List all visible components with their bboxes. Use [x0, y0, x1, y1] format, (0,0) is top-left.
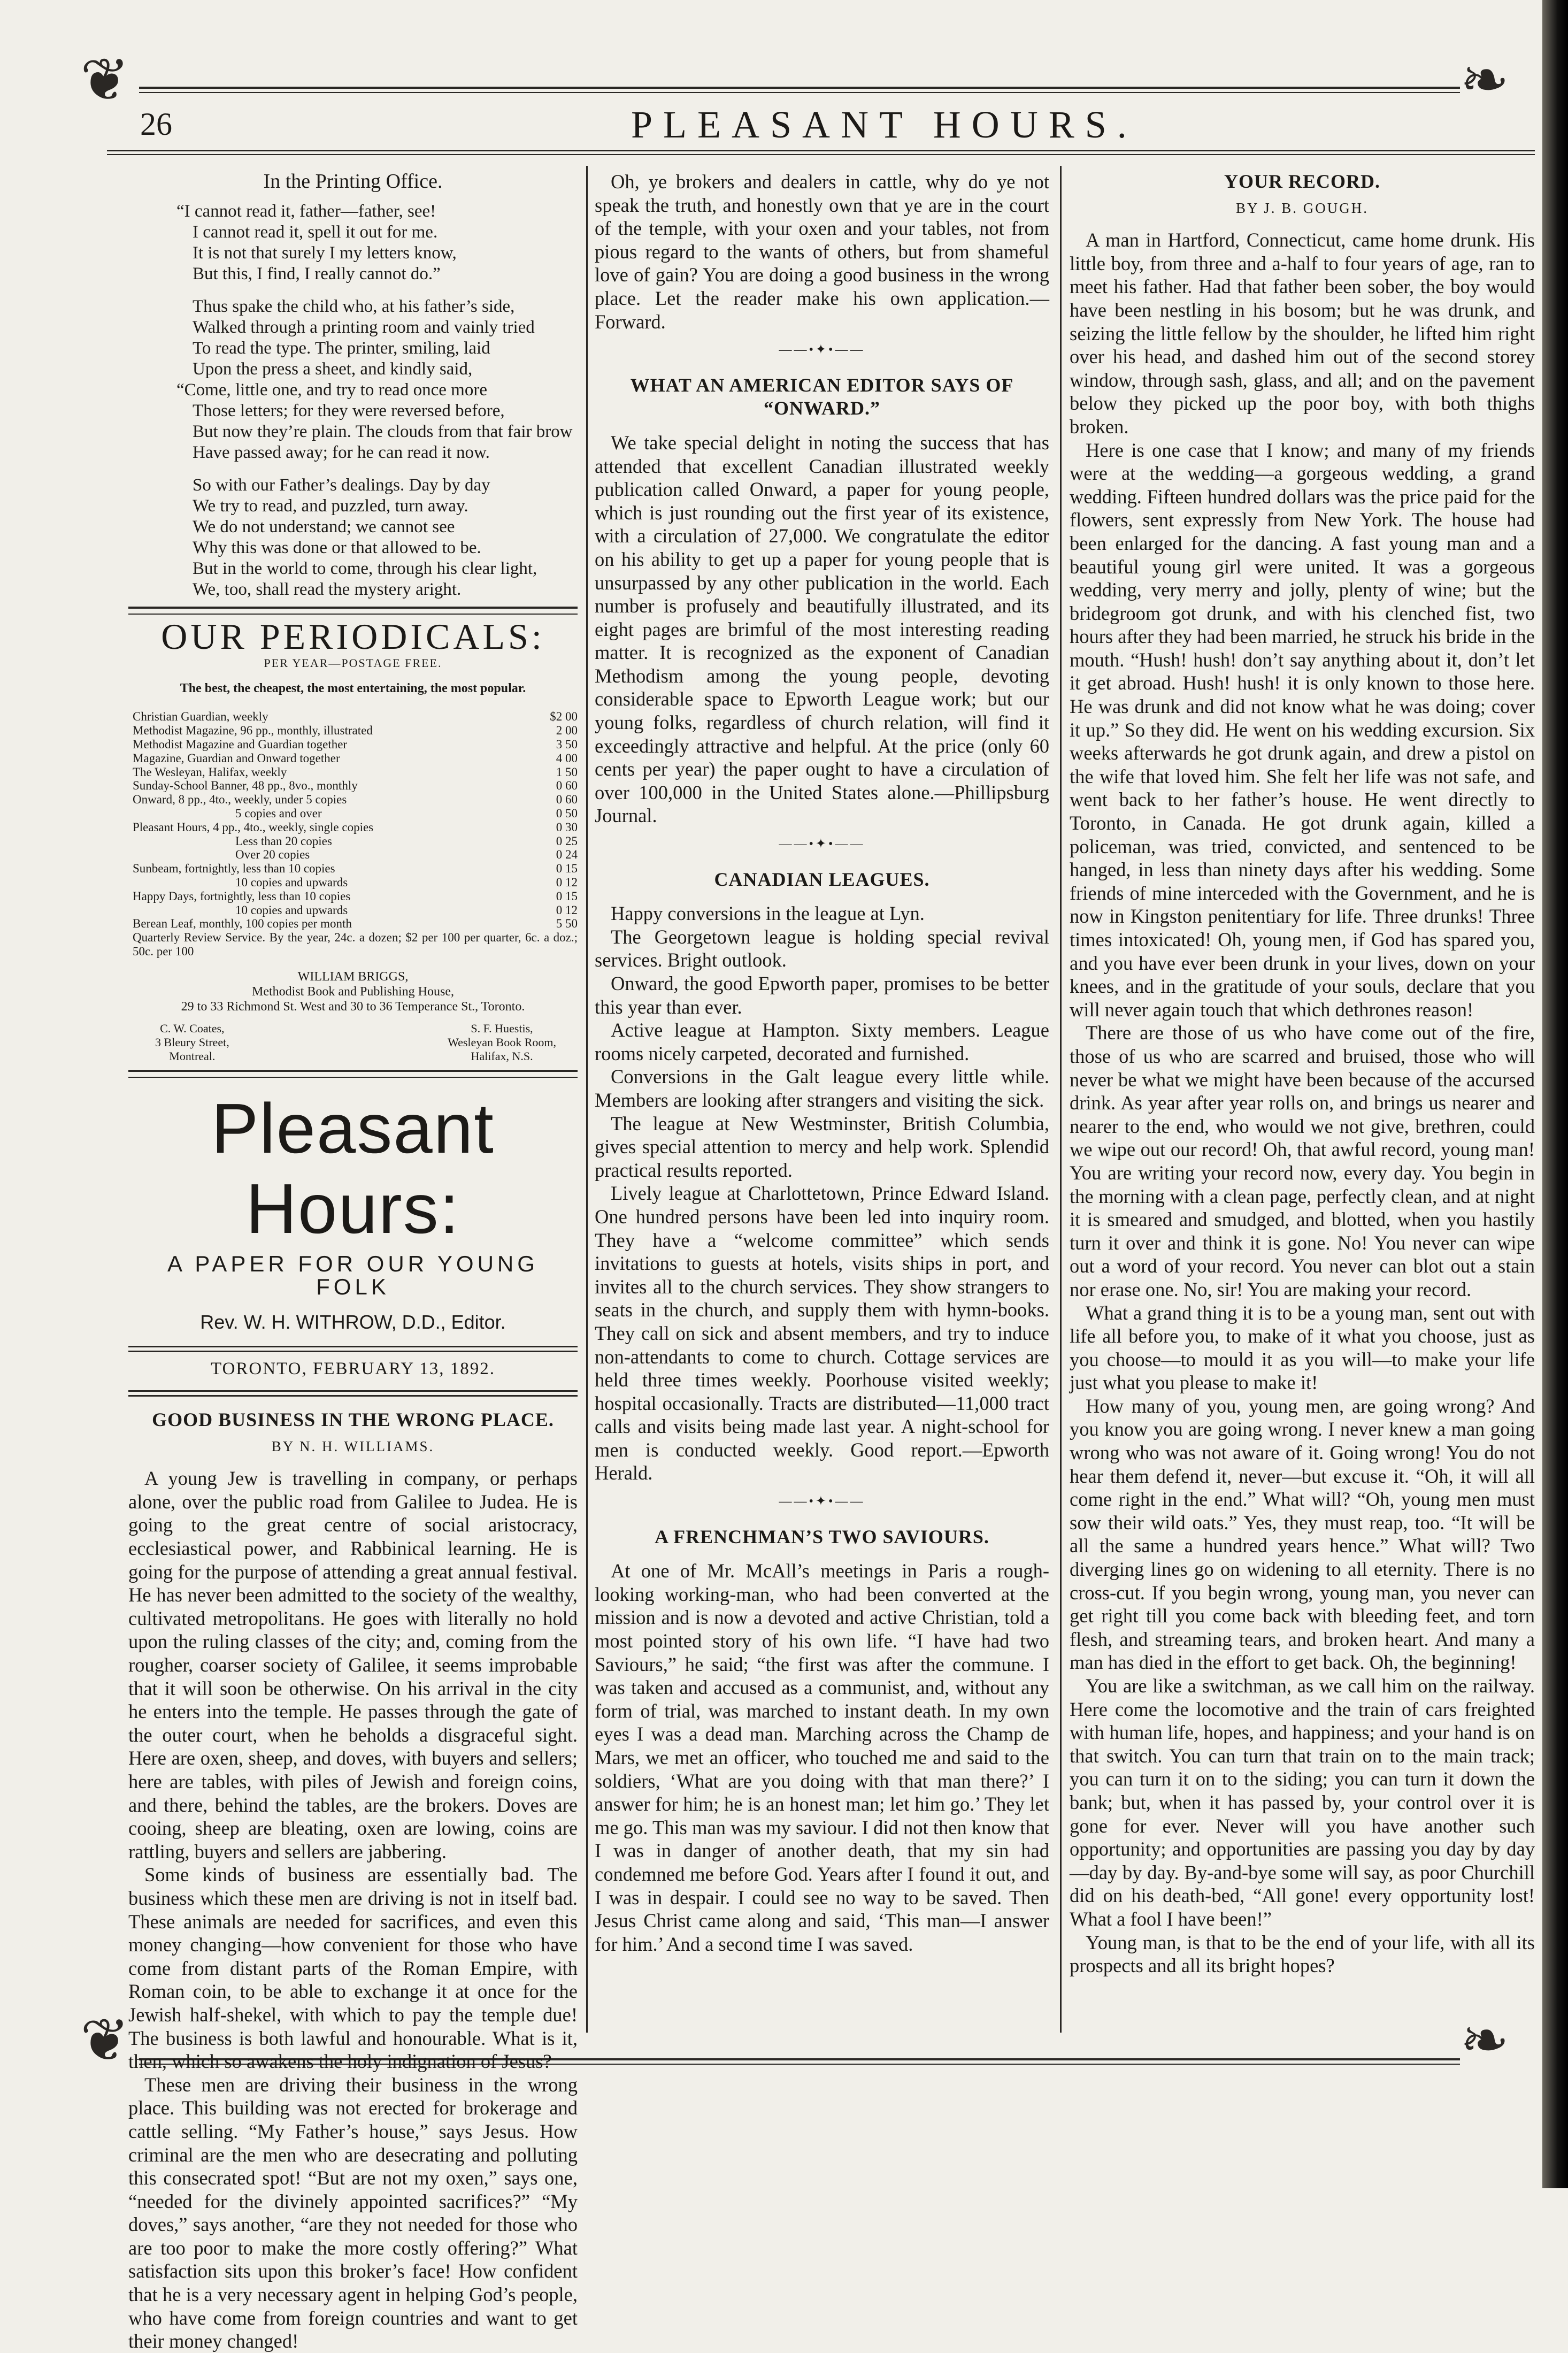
periodical-name: Over 20 copies	[235, 848, 310, 862]
agent-name: C. W. Coates,	[160, 1021, 225, 1035]
periodical-price: 0 50	[556, 806, 578, 820]
periodical-name: Berean Leaf, monthly, 100 copies per month	[133, 917, 352, 931]
price-row	[128, 779, 578, 793]
section-rule	[128, 607, 578, 615]
corner-ornament-bottom-left: ❦	[80, 2008, 130, 2073]
poem-line: But in the world to come, through his clear light,	[193, 558, 537, 578]
separator: ——•✦•——	[779, 343, 865, 357]
article-your-record	[1070, 170, 1535, 1978]
periodical-name: Sunday-School Banner, 48 pp., 8vo., monthly	[133, 779, 358, 793]
poem-line: Walked through a printing room and vainly tried	[193, 317, 535, 337]
poem-line: We do not understand; we cannot see	[193, 517, 455, 536]
price-row	[128, 765, 578, 779]
price-row	[128, 917, 578, 931]
price-row	[128, 848, 578, 862]
separator: ——•✦•——	[779, 1494, 865, 1509]
nameplate	[128, 1089, 578, 1397]
article-paragraph: A young Jew is travelling in company, or perhaps alone, over the public road from Galilee to Judea. He is going to the great centre of social aristocracy, ecclesiastical power, and Rabbinical learning. He is going for the purpose of attending a great annual festival. He has never been admitted to the society of the wealthy, cultivated metropolitans. He goes with literally no hold upon the ruling classes of the city; and, coming from the rougher, coarser society of Galilee, it seems improbable that it will soon be otherwise. On his arrival in the city he enters into the temple. He passes through the gate of the outer court, when he beholds a disgraceful sight. Here are oxen, sheep, and doves, with buyers and sellers; here are tables, with piles of Jewish and foreign coins, and there, behind the tables, are the brokers. Doves are cooing, sheep are bleating, oxen are lowing, coins are rattling, buyers and sellers are jabbering.	[128, 1467, 578, 1863]
league-item: Onward, the good Epworth paper, promises to be better this year than ever.	[595, 972, 1049, 1018]
periodical-price: 4 00	[556, 751, 578, 765]
article-title: YOUR RECORD.	[1224, 171, 1380, 192]
article-paragraph: You are like a switchman, as we call him on the railway. Here come the locomotive and the train of cars freighted with human life, hopes, and happiness; and your hand is on that switch. You can turn that train on to the main track; you can turn it on to the siding; you can turn it down the bank; but, when it has passed by, your control over it is gone for ever. Never will you have another such opportunity; and opportunities are passing you day by day—day by day. By-and-bye some will say, as poor Churchill did on his death-bed, “All gone! every opportunity lost! What a fool I have been!”	[1070, 1675, 1535, 1930]
periodical-price: 2 00	[556, 724, 578, 738]
poem-line: So with our Father’s dealings. Day by day	[193, 475, 490, 495]
poem-line: Have passed away; for he can read it now.	[193, 442, 490, 462]
periodical-name: Sunbeam, fortnightly, less than 10 copies	[133, 862, 335, 876]
article-paragraph: What a grand thing it is to be a young man, sent out with life all before you, to make of it what you choose, just as you choose—to mould it as you will—to make your life just what you please to make it!	[1070, 1301, 1535, 1394]
article-byline: BY N. H. WILLIAMS.	[271, 1438, 435, 1454]
periodicals-heading: OUR PERIODICALS:	[161, 616, 545, 657]
article-canadian-leagues	[595, 868, 1049, 1485]
article-frenchman	[595, 1526, 1049, 1956]
article-paragraph: There are those of us who have come out of the fire, those of us who are scarred and bruised, those who will never be what we might have been because of the accursed drink. As year after year rolls on, and brings us nearer and nearer to the end, who would we not give, brethren, could we wipe out our record! Oh, that awful record, young man! You are writing your record now, every day. You begin in the morning with a clean page, perfectly clean, and at night it is smeared and smudged, and blotted, when you hastily turn it over and think it is gone. No! You never can wipe out a word of your record. You never can blot out a stain nor erase one. No, sir! You are making your record.	[1070, 1022, 1535, 1300]
price-row	[128, 876, 578, 890]
periodical-name: Pleasant Hours, 4 pp., 4to., weekly, single copies	[133, 820, 374, 834]
article-byline: BY J. B. GOUGH.	[1235, 200, 1369, 216]
article-paragraph: Young man, is that to be the end of your life, with all its prospects and all its bright hopes?	[1070, 1931, 1535, 1977]
page-number: 26	[140, 106, 172, 142]
poem-line: Why this was done or that allowed to be.	[193, 538, 481, 557]
periodicals-tagline: The best, the cheapest, the most entertaining, the most popular.	[180, 681, 526, 695]
column-3	[1070, 170, 1535, 1978]
poem-line: To read the type. The printer, smiling, laid	[193, 338, 490, 358]
corner-ornament-top-right: ❧	[1460, 48, 1510, 113]
price-row	[128, 793, 578, 807]
poem-line: “Come, little one, and try to read once more	[176, 380, 487, 400]
article-title: GOOD BUSINESS IN THE WRONG PLACE.	[152, 1409, 554, 1431]
section-rule	[128, 1070, 578, 1078]
article-paragraph: How many of you, young men, are going wrong? And you know you are going wrong. I never knew a man going wrong who was not aware of it. Going wrong! You do not hear them defend it, never—but excuse it. “Oh, it will all come right in the end.” What will? “Oh, young men must sow their wild oats.” Yes, they must reap, too. “It will be all the same a hundred years hence.” What will? Two diverging lines go on widening to all eternity. There is no cross-cut. If you begin wrong, young man, you never can get right till you come back with bleeding feet, and torn flesh, and streaming tears, and broken heart. And many a man has died in the effort to get back. Oh, the beginning!	[1070, 1394, 1535, 1674]
agent-name: S. F. Huestis,	[471, 1021, 533, 1035]
periodical-price: 0 12	[556, 875, 578, 889]
agent-montreal	[155, 1022, 229, 1063]
corner-ornament-top-left: ❦	[80, 48, 130, 113]
article-paragraph: Oh, ye brokers and dealers in cattle, why do ye not speak the truth, and honestly own that ye are in the court of the temple, with your oxen and your tables, not from pious regard to the wants of others, but from shameful love of gain? You are doing a good business in the wrong place. Let the reader make his own application.—Forward.	[595, 171, 1049, 333]
article-paragraph: Here is one case that I know; and many of my friends were at the wedding—a gorgeous wedding, a grand wedding. Fifteen hundred dollars was the price paid for the flowers, sent expressly from New York. The house had been enlarged for the dancing. A fast young man and a beautiful young girl were united. It was a gorgeous wedding, very merry and jolly, plenty of wine; but the bridegroom got drunk, and with his clenched fist, two hours after they had been married, he struck his bride in the mouth. “Hush! hush! don’t say anything about it, don’t let it get abroad. Hush! hush! it is only known to those here. He was drunk and did not know what he was doing; cover it up.” So they did. He went on his wedding excursion. Six weeks afterwards he got drunk again, and drew a pistol on the wife that loved him. She felt her life was not safe, and went back to her father’s house. He went directly to Toronto, in Canada. He got drunk again, killed a policeman, was tried, convicted, and sentenced to be hanged, in less than ninety days after his wedding. Some friends of mine interceded with the Government, and he is now in Kingston penitentiary for life. Three drunks! Three times intoxicated! Oh, young men, if God has spared you, and you have ever been drunk in your lives, down on your knees, and in the gratitude of your souls, declare that you will never again touch that which dethrones reason!	[1070, 439, 1535, 1021]
masthead-rule-thin	[107, 154, 1535, 155]
poem-line: We try to read, and puzzled, turn away.	[193, 496, 468, 516]
section-rule	[128, 1390, 578, 1397]
poem-line: “I cannot read it, father—father, see!	[176, 201, 436, 221]
periodical-name: 10 copies and upwards	[235, 875, 348, 889]
poem-printing-office	[128, 170, 578, 600]
periodical-price: 0 15	[556, 862, 578, 876]
poem-line: Those letters; for they were reversed before,	[193, 401, 505, 420]
section-rule	[128, 1346, 578, 1352]
periodical-price: 0 25	[556, 834, 578, 848]
agent-city: Montreal.	[169, 1049, 216, 1063]
periodical-name: Methodist Magazine and Guardian together	[133, 737, 348, 751]
periodical-name: Christian Guardian, weekly	[133, 710, 268, 724]
nameplate-title: Pleasant Hours:	[211, 1089, 495, 1248]
nameplate-editor: Rev. W. H. WITHROW, D.D., Editor.	[200, 1310, 506, 1333]
league-item: The Georgetown league is holding special revival services. Bright outlook.	[595, 925, 1049, 971]
article-good-business	[128, 1408, 578, 2353]
periodical-price: 0 30	[556, 820, 578, 834]
league-item: Conversions in the Galt league every little while. Members are looking after strangers and visiting the sick.	[595, 1066, 1049, 1111]
article-american-editor	[595, 374, 1049, 827]
dateline: TORONTO, FEBRUARY 13, 1892.	[211, 1359, 495, 1378]
article-title: WHAT AN AMERICAN EDITOR SAYS OF “ONWARD.”	[630, 374, 1014, 419]
price-row-quarterly	[128, 931, 578, 959]
article-title: CANADIAN LEAGUES.	[714, 868, 930, 890]
agents-block	[128, 1022, 578, 1063]
corner-ornament-bottom-right: ❧	[1460, 2008, 1510, 2073]
league-item: The league at New Westminster, British Columbia, gives special attention to mercy and help work. Splendid practical results reported.	[595, 1112, 1049, 1181]
price-row	[128, 834, 578, 848]
poem-line: Upon the press a sheet, and kindly said,	[193, 359, 473, 379]
agent-halifax	[448, 1022, 556, 1063]
quarterly-review-note: Quarterly Review Service. By the year, 24c. a dozen; $2 per 100 per quarter, 6c. a doz.; 50c. per 100	[133, 931, 578, 958]
periodical-price: 0 12	[556, 903, 578, 917]
article-paragraph: Some kinds of business are essentially bad. The business which these men are driving is not in itself bad. These animals are needed for sacrifices, and even this money changing—how convenient for those who have come from distant parts of the Roman Empire, with Roman coin, to be able to exchange it at once for the Jewish half-shekel, with which to pay the temple due! The business is both lawful and honourable. What is it, then, which so awakens the holy indignation of Jesus?	[128, 1864, 578, 2073]
periodical-price: 5 50	[556, 917, 578, 931]
article-paragraph: We take special delight in noting the success that has attended that excellent Canadian illustrated weekly publication called Onward, a paper for young people, which is just rounding out the first year of its existence, with a circulation of 27,000. We congratulate the editor on his ability to get up a paper for young people that is unsurpassed by any other publication in the world. Each number is profusely and beautifully illustrated, and its eight pages are brimful of the most interesting reading matter. It is recognized as the exponent of Canadian Methodism among the young people, devoting considerable space to Epworth League work; but our young folks, regardless of church relation, will find it exceedingly attractive and helpful. At the price (only 60 cents per year) the paper ought to have a circulation of over 100,000 in the United States alone.—Phillipsburg Journal.	[595, 431, 1049, 827]
poem-line: I cannot read it, spell it out for me.	[193, 222, 438, 242]
periodical-name: The Wesleyan, Halifax, weekly	[133, 765, 287, 779]
column-1	[128, 170, 578, 2353]
periodical-price: $2 00	[550, 710, 578, 724]
masthead-rule	[107, 150, 1535, 151]
column-divider-1	[586, 166, 588, 2033]
masthead-title: PLEASANT HOURS.	[631, 103, 1137, 146]
periodical-name: Methodist Magazine, 96 pp., monthly, illustrated	[133, 724, 373, 738]
price-row	[128, 807, 578, 821]
column-divider-2	[1060, 166, 1062, 2033]
article-title: A FRENCHMAN’S TWO SAVIOURS.	[655, 1526, 989, 1547]
top-border-rule-thin	[139, 92, 1460, 93]
price-row	[128, 903, 578, 917]
article-paragraph: A man in Hartford, Connecticut, came home drunk. His little boy, from three and a-half to four years of age, ran to meet his father. Had that father been sober, the boy would have been nestling in his bosom; but he was drunk, and seizing the little fellow by the shoulder, he lifted him right over his head, and dashed him out of the second storey window, through sash, glass, and all; and on the pavement below they picked up the poor boy, with both thighs broken.	[1070, 229, 1535, 438]
price-row	[128, 738, 578, 752]
periodical-price: 0 60	[556, 793, 578, 807]
top-border-rule	[139, 87, 1460, 89]
column-2	[595, 170, 1049, 1956]
price-row	[128, 890, 578, 903]
league-item: Happy conversions in the league at Lyn.	[611, 902, 925, 925]
periodical-name: Magazine, Guardian and Onward together	[133, 751, 340, 765]
poem-line: Thus spake the child who, at his father’s side,	[193, 296, 515, 316]
poem-line: But now they’re plain. The clouds from that fair brow	[193, 421, 573, 441]
periodicals-box	[128, 616, 578, 1063]
separator: ——•✦•——	[779, 837, 865, 852]
price-row	[128, 862, 578, 876]
publisher-house: Methodist Book and Publishing House,	[251, 984, 454, 999]
league-item: Lively league at Charlottetown, Prince Edward Island. One hundred persons have been led into inquiry room. They have a “welcome committee” which sends invitations to guests at hotels, visits ships in port, and invites all to the church services. They show strangers to seats in the church, and supply them with hymn-books. They call on sick and absent members, and try to induce non-attendants to come to church. Cottage services are held three times weekly. Poorhouse visited weekly; hospital occasionally. Tracts are distributed—11,000 tract calls and visits being made last year. A night-school for men is conducted weekly. Good report.—Epworth Herald.	[595, 1182, 1049, 1484]
article-paragraph: These men are driving their business in the wrong place. This building was not erected for brokerage and cattle selling. “My Father’s house,” says Jesus. How criminal are the men who are desecrating and polluting this consecrated spot! “But are not my oxen,” says one, “needed for the divinely appointed sacrifices?” “My doves,” says another, “are they not needed for those who are too poor to make the more costly offering?” What satisfaction sits upon this broker’s face! How confident that he is a very necessary agent in helping God’s people, who have come from foreign countries and want to get their money changed!	[128, 2073, 578, 2352]
nameplate-subtitle: A PAPER FOR OUR YOUNG FOLK	[167, 1251, 539, 1300]
periodical-price: 3 50	[556, 737, 578, 751]
periodical-name: Happy Days, fortnightly, less than 10 copies	[133, 889, 351, 903]
price-row	[128, 821, 578, 834]
article-paragraph: At one of Mr. McAll’s meetings in Paris a rough-looking working-man, who had been converted at the mission and is now a devoted and active Christian, told a most pointed story of his own life. “I have had two Saviours,” he said; “the first was after the commune. I was taken and accused as a communist, and, without any form of trial, was marched to instant death. In my own eyes I was a dead man. Marching across the Champ de Mars, we met an officer, who touched me and said to the soldiers, ‘What are you doing with that man there?’ I answer for him; he is an honest man; let him go.’ They let me go. This man was my saviour. I did not then know that I was in danger of another death, that my sin had condemned me before God. Years after I found it out, and I was in despair. I could see no way to be saved. Then Jesus Christ came along and said, ‘This man—I answer for him.’ And a second time I was saved.	[595, 1560, 1049, 1955]
periodical-price: 0 24	[556, 848, 578, 862]
periodicals-per-year: PER YEAR—POSTAGE FREE.	[264, 656, 442, 670]
periodical-name: Less than 20 copies	[235, 834, 332, 848]
page-edge-shadow	[1542, 0, 1568, 2188]
poem-line: It is not that surely I my letters know,	[193, 243, 457, 263]
periodical-name: 5 copies and over	[235, 806, 322, 820]
periodical-name: Onward, 8 pp., 4to., weekly, under 5 copies	[133, 793, 347, 807]
agent-street: 3 Bleury Street,	[155, 1035, 229, 1049]
periodical-price: 0 15	[556, 889, 578, 903]
publisher-address: 29 to 33 Richmond St. West and 30 to 36 Temperance St., Toronto.	[181, 999, 525, 1014]
poem-title: In the Printing Office.	[263, 170, 443, 193]
price-list	[128, 710, 578, 958]
poem-line: But this, I find, I really cannot do.”	[193, 264, 441, 283]
periodical-price: 1 50	[556, 765, 578, 779]
price-row	[128, 710, 578, 724]
agent-street: Wesleyan Book Room,	[448, 1035, 556, 1049]
periodical-price: 0 60	[556, 779, 578, 793]
price-row	[128, 752, 578, 765]
publisher-block	[128, 969, 578, 1014]
publisher-name: WILLIAM BRIGGS,	[297, 969, 409, 984]
agent-city: Halifax, N.S.	[471, 1049, 533, 1063]
poem-line: We, too, shall read the mystery aright.	[193, 579, 462, 599]
league-item: Active league at Hampton. Sixty members. League rooms nicely carpeted, decorated and furnished.	[595, 1019, 1049, 1064]
price-row	[128, 724, 578, 738]
periodical-name: 10 copies and upwards	[235, 903, 348, 917]
